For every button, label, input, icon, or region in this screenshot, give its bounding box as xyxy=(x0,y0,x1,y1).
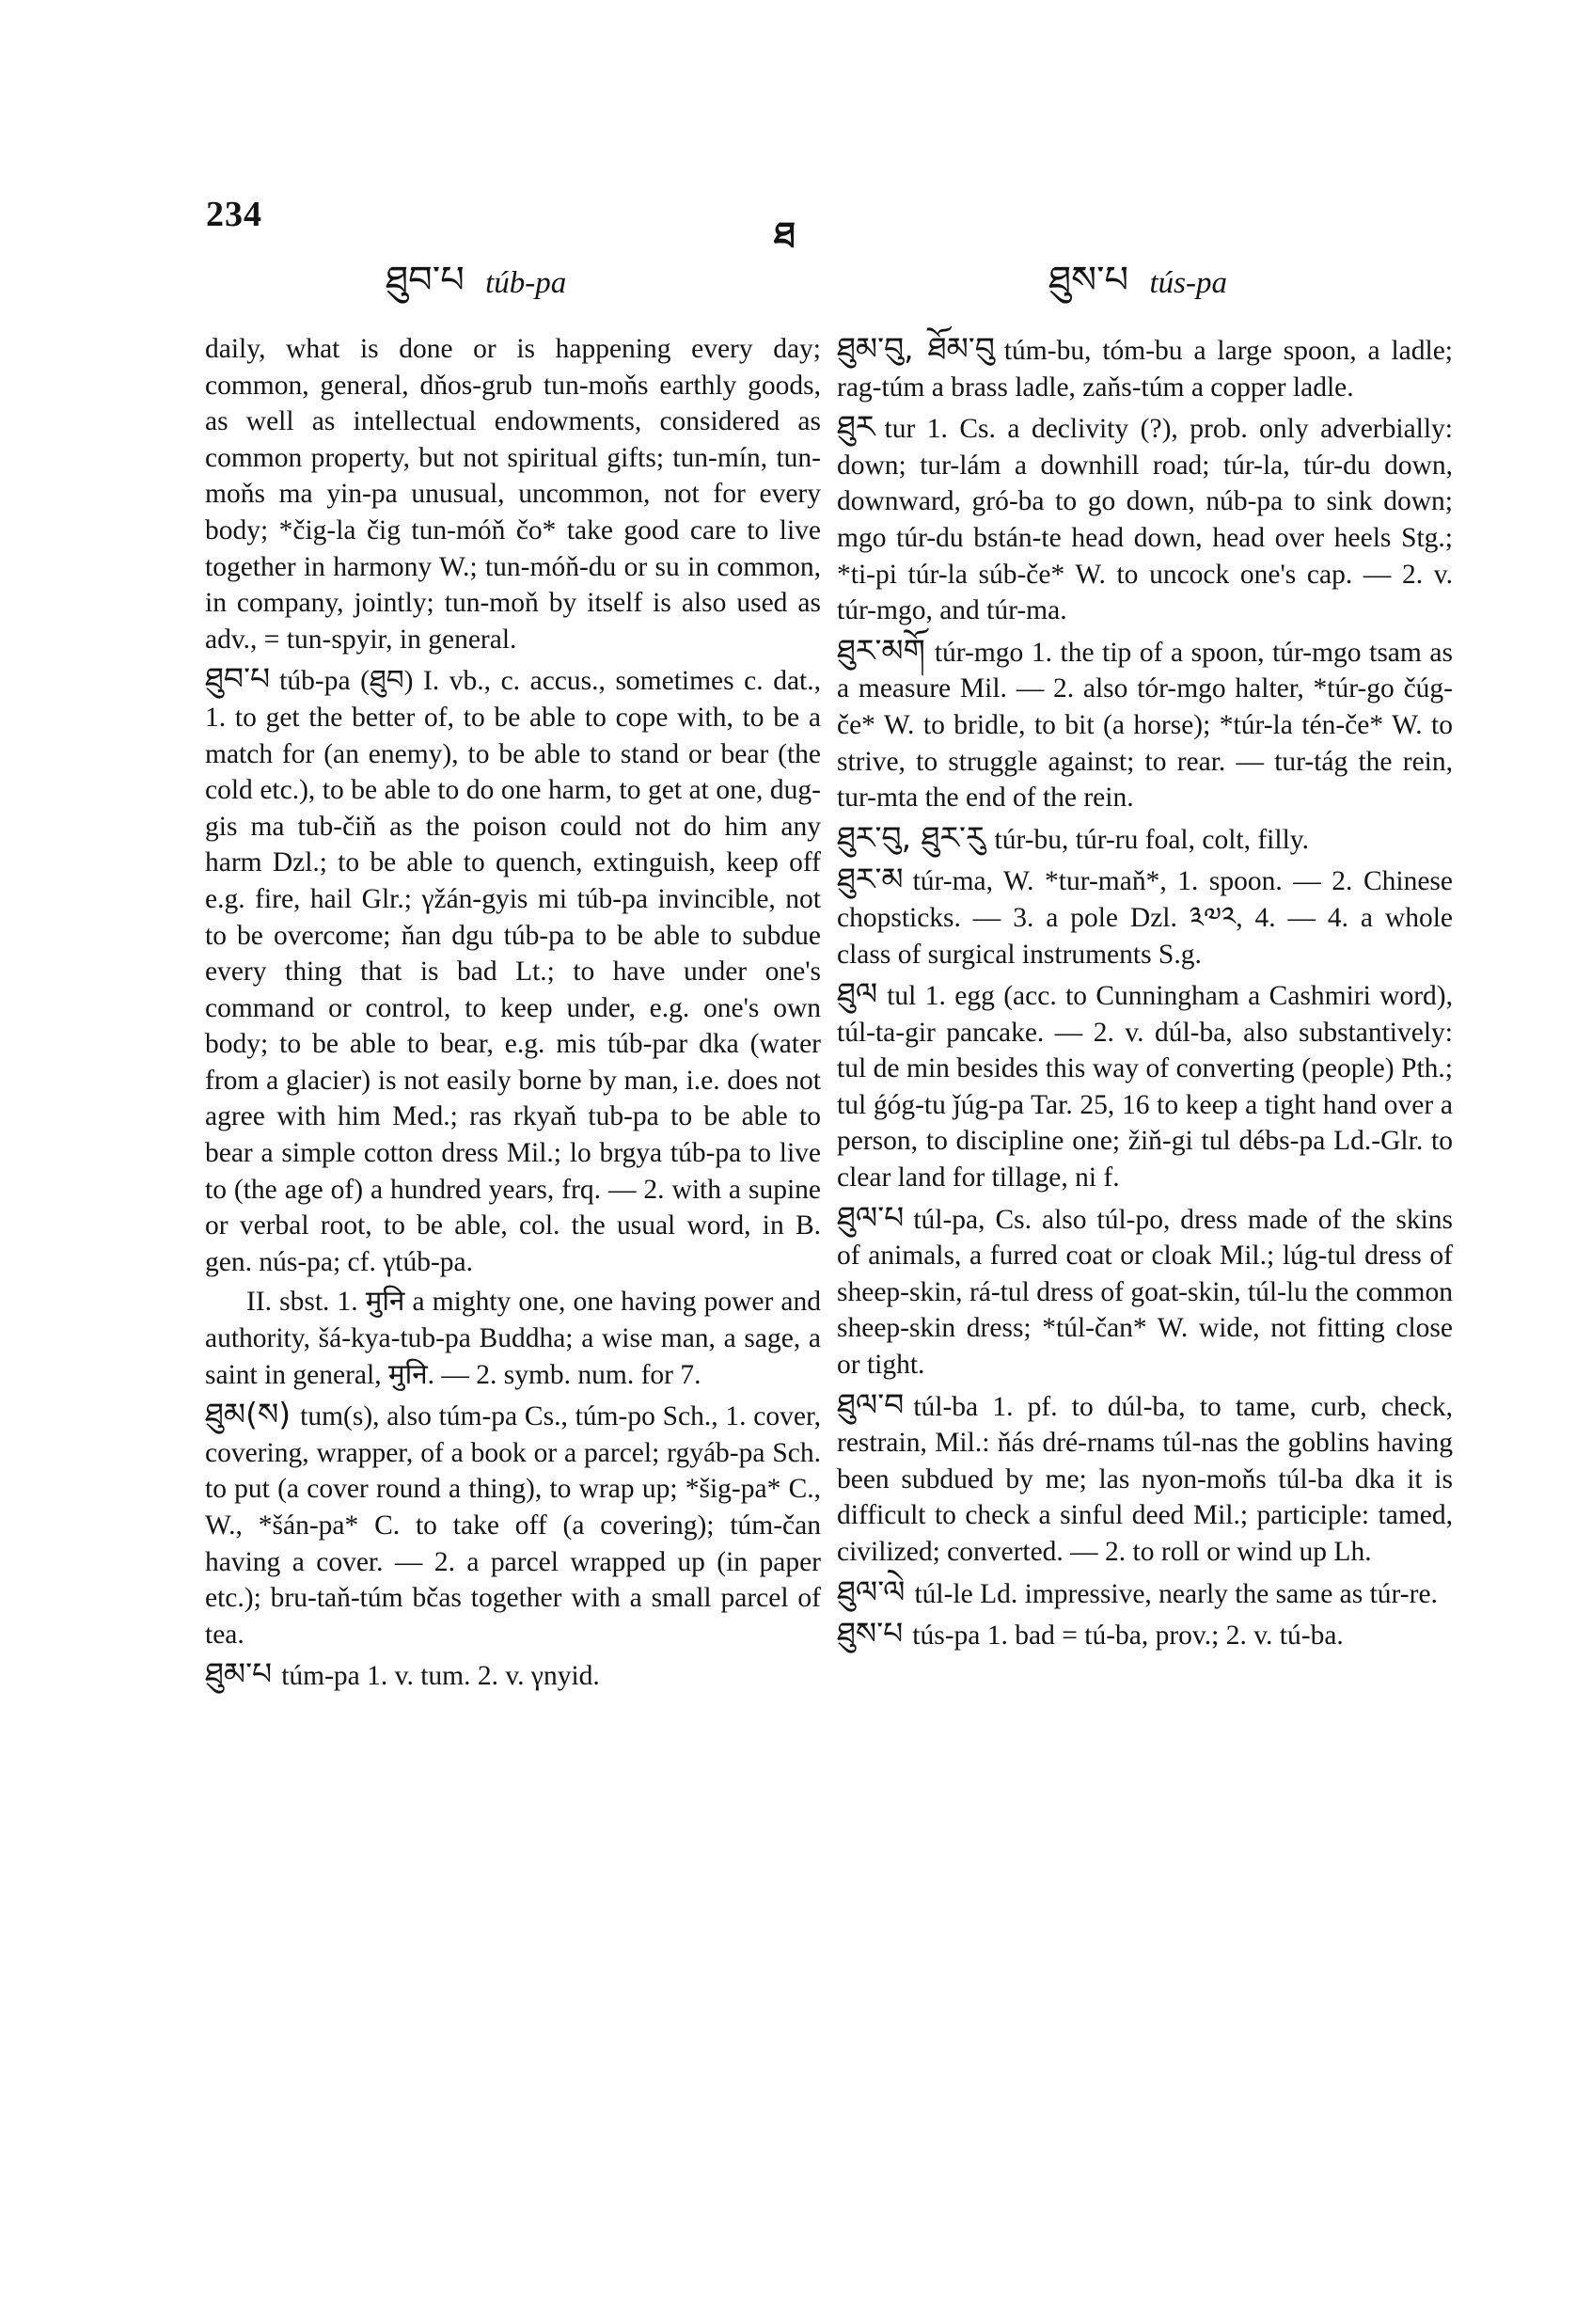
dictionary-entry xyxy=(837,862,1453,972)
dictionary-entry xyxy=(837,976,1453,1196)
entry-text: túr-ma, W. *tur-maň*, 1. spoon. — 2. Chinese chopsticks. — 3. a pole Dzl. ༣༧༢, 4. — 4. a whole class of surgical instruments S.g. xyxy=(837,866,1453,970)
dictionary-entry xyxy=(837,331,1453,405)
dictionary-entry xyxy=(205,1284,821,1393)
entry-body xyxy=(837,820,1453,859)
running-head-right-tibetan: ཐུས་པ xyxy=(1048,259,1129,302)
entry-headword: ཐུས་པ xyxy=(837,1615,904,1652)
entry-body xyxy=(205,1397,821,1652)
entry-text: túl-pa, Cs. also túl-po, dress made of the skins of animals, a furred coat or cloak Mil.; lúg-tul dress of sheep-skin, rá-tul dress of goat-skin, túl-lu the common sheep-skin dress; *túl-čan* W. wide, not fitting close or tight. xyxy=(837,1204,1453,1381)
entry-headword: ཐུར་མགོ xyxy=(837,631,925,669)
entry-body xyxy=(837,331,1453,405)
page-number: 234 xyxy=(206,195,262,234)
entry-body xyxy=(837,409,1453,629)
entry-body xyxy=(837,633,1453,816)
entry-text: túb-pa (ཐུབ) I. vb., c. accus., sometimes c. dat., 1. to get the better of, to be able to cope with, to be a match for (an enemy), to be able to stand or bear (the cold etc.), to be able to do one harm, to get at one, dug-gis ma tub-čiň as the poison could not do him any harm Dzl.; to be able to quench, extinguish, keep off e.g. fire, hail Glr.; γžán-gyis mi túb-pa invincible, not to be overcome; ňan dgu túb-pa to be able to subdue every thing that is bad Lt.; to have under one's command or control, to keep under, e.g. one's own body; to be able to bear, e.g. mis túb-par dka (water from a glacier) is not easily borne by man, i.e. does not agree with him Med.; ras rkyaň tub-pa to be able to bear a simple cotton dress Mil.; lo brgya túb-pa to live to (the age of) a hundred years, frq. — 2. with a supine or verbal root, to be able, col. the usual word, in B. gen. nús-pa; cf. γtúb-pa. xyxy=(205,666,821,1277)
section-letter: ཐ xyxy=(774,216,796,256)
entry-headword: ཐུམ་པ xyxy=(205,1655,273,1693)
entry-headword: ཐུར xyxy=(837,408,875,446)
entry-text: túl-ba 1. pf. to dúl-ba, to tame, curb, check, restrain, Mil.: ňás dré-rnams túl-nas the goblins having been subdued by me; las nyon-moňs túl-ba dka it is difficult to check a sinful deed Mil.; participle: tamed, civilized; converted. — 2. to roll or wind up Lh. xyxy=(837,1391,1453,1567)
entry-headword: ཐུར་མ xyxy=(837,861,904,898)
entry-text: tum(s), also túm-pa Cs., túm-po Sch., 1. cover, covering, wrapper, of a book or a parcel; rgyáb-pa Sch. to put (a cover round a thing), to wrap up; *šig-pa* C., W., *šán-pa* C. to take off (a covering); túm-čan having a cover. — 2. a parcel wrapped up (in paper etc.); bru-taň-túm bčas together with a small parcel of tea. xyxy=(205,1401,821,1650)
running-head-right-transliteration: tús-pa xyxy=(1149,266,1227,300)
right-column xyxy=(837,331,1453,1658)
dictionary-entry xyxy=(837,1200,1453,1383)
entry-headword: ཐུམ(ས) xyxy=(205,1396,292,1433)
entry-text: daily, what is done or is happening every day; common, general, dňos-grub tun-moňs earthly goods, as well as intellectual endowments, considered as common property, but not spiritual gifts; tun-mín, tun-moňs ma yin-pa unusual, uncommon, not for every body; *čig-la čig tun-móň čo* take good care to live together in harmony W.; tun-móň-du or su in common, in company, jointly; tun-moň by itself is also used as adv., = tun-spyir, in general. xyxy=(205,334,821,655)
dictionary-entry xyxy=(205,1656,821,1695)
entry-body xyxy=(205,1656,821,1695)
entry-body xyxy=(837,1387,1453,1571)
entry-body xyxy=(205,661,821,1280)
running-head-left xyxy=(386,237,566,343)
entry-text: tul 1. egg (acc. to Cunningham a Cashmiri word), túl-ta-gir pancake. — 2. v. dúl-ba, also substantively: tul de min besides this way of converting (people) Pth.; tul ǵóg-tu ǰúg-pa Tar. 25, 16 to keep a tight hand over a person, to discipline one; žiň-gi tul débs-pa Ld.-Glr. to clear land for tillage, ni f. xyxy=(837,981,1453,1194)
entry-headword: ཐུལ་བ xyxy=(837,1385,905,1423)
running-head-right xyxy=(1048,237,1227,343)
entry-text: tur 1. Cs. a declivity (?), prob. only adverbially: down; tur-lám a downhill road; túr-la, túr-du down, downward, gró-ba to go down, núb-pa to sink down; mgo túr-du bstán-te head down, head over heels Stg.; *ti-pi túr-la súb-če* W. to uncock one's cap. — 2. v. túr-mgo, and túr-ma. xyxy=(837,414,1453,626)
entry-body xyxy=(837,1616,1453,1654)
dictionary-entry xyxy=(837,820,1453,859)
entry-headword: ཐུལ་ལེ xyxy=(837,1573,906,1610)
entry-headword: ཐུམ་བུ, ཐོམ་བུ xyxy=(837,330,995,367)
dictionary-entry xyxy=(837,633,1453,816)
entry-headword: ཐུབ་པ xyxy=(205,660,271,698)
entry-body xyxy=(837,862,1453,972)
left-column xyxy=(205,331,821,1699)
dictionary-entry xyxy=(837,1574,1453,1613)
entry-text: túr-bu, túr-ru foal, colt, filly. xyxy=(994,824,1309,855)
dictionary-entry xyxy=(837,1387,1453,1571)
entry-headword: ཐུར་བུ, ཐུར་རུ xyxy=(837,818,985,856)
entry-text: tús-pa 1. bad = tú-ba, prov.; 2. v. tú-ba. xyxy=(912,1620,1344,1652)
dictionary-entry xyxy=(205,331,821,657)
dictionary-entry xyxy=(837,1616,1453,1654)
dictionary-entry xyxy=(837,409,1453,629)
entry-text: túl-le Ld. impressive, nearly the same as túr-re. xyxy=(914,1578,1438,1609)
entry-headword: ཐུལ xyxy=(837,975,878,1013)
entry-text: túm-bu, tóm-bu a large spoon, a ladle; rag-túm a brass ladle, zaňs-túm a copper ladle. xyxy=(837,336,1453,403)
dictionary-entry xyxy=(205,1397,821,1652)
running-head-left-transliteration: túb-pa xyxy=(485,266,567,300)
entry-text: II. sbst. 1. मुनि a mighty one, one having power and authority, šá-kya-tub-pa Buddha; a wise man, a sage, a saint in general, मुनि. — 2. symb. num. for 7. xyxy=(205,1287,821,1390)
entry-text: túr-mgo 1. the tip of a spoon, túr-mgo tsam as a measure Mil. — 2. also tór-mgo halter, *túr-go čúg-če* W. to bridle, to bit (a horse); *túr-la tén-če* W. to strive, to struggle against; to rear. — tur-tág the rein, tur-mta the end of the rein. xyxy=(837,637,1453,814)
running-head-left-tibetan: ཐུབ་པ xyxy=(386,259,465,302)
entry-headword: ཐུལ་པ xyxy=(837,1198,905,1236)
dictionary-entry xyxy=(205,661,821,1280)
entry-text: túm-pa 1. v. tum. 2. v. γnyid. xyxy=(281,1661,600,1692)
entry-body xyxy=(837,1200,1453,1383)
entry-body xyxy=(837,976,1453,1196)
entry-body xyxy=(837,1574,1453,1613)
